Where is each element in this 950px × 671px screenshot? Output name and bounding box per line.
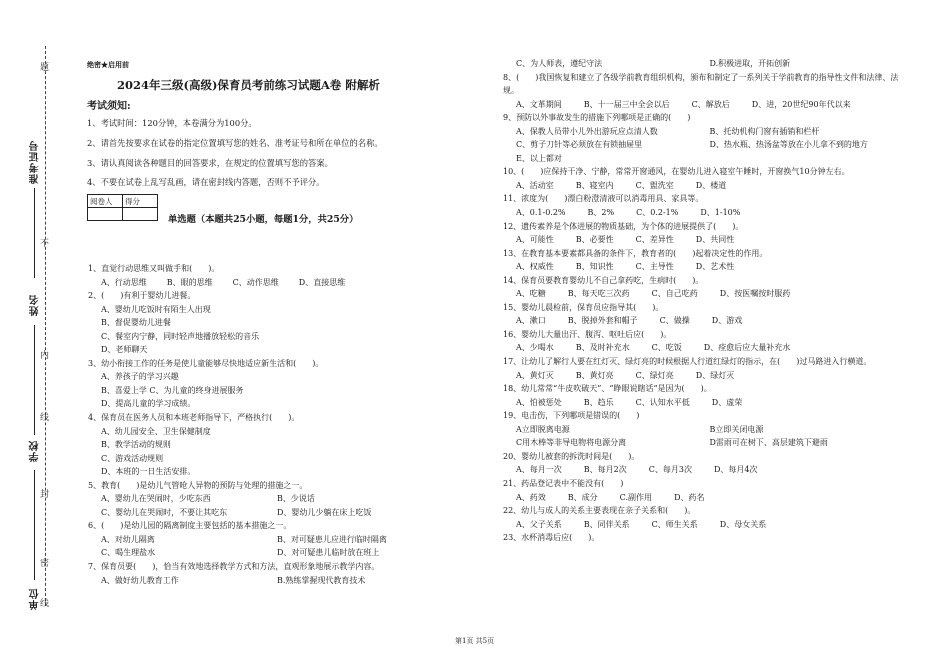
- question-text: 5、教育( )是幼儿气管呛人异物的预防与处理的措施之一。: [88, 480, 308, 490]
- options-group: [503, 57, 903, 71]
- answer-option[interactable]: A、药效: [516, 492, 546, 502]
- section-title: 单选题（本题共25小题，每题1分，共25分）: [168, 214, 359, 225]
- question-text: 19、电击伤，下列哪项是错误的( ): [503, 411, 640, 421]
- school-line: [34, 470, 35, 580]
- options-group: [503, 463, 903, 477]
- answer-option[interactable]: B、2%: [587, 208, 615, 218]
- answer-option[interactable]: C、解放后: [691, 99, 730, 109]
- options-group: [503, 206, 903, 220]
- question-text: 9、预防以外事故发生的措施下列哪项是正确的( ): [503, 113, 691, 123]
- options-group: [503, 287, 903, 301]
- exam-number-line: [34, 188, 35, 278]
- answer-option[interactable]: C、餐室内宁静，同时轻声地播放轻松的音乐: [101, 331, 260, 341]
- answer-option[interactable]: A、活动室: [516, 180, 554, 190]
- question-text: 8、( )我国恢复和建立了各级学前教育组织机构，颁布和制定了一系列关于学前教育的指导性文件和法律、法规。: [503, 72, 899, 96]
- answer-option[interactable]: C、为人师表，遵纪守法: [516, 59, 603, 68]
- answer-option[interactable]: A、文革期间: [516, 99, 562, 109]
- answer-option[interactable]: B、同伴关系: [583, 519, 630, 529]
- answer-option[interactable]: A、权威性: [516, 262, 554, 272]
- answer-option[interactable]: B、督促婴幼儿进餐: [101, 318, 171, 328]
- answer-option[interactable]: B、趋乐: [583, 397, 614, 407]
- question-text: 11、浓度为( )漂白粉澄清液可以消毒用具、家具等。: [503, 194, 704, 204]
- answer-option[interactable]: B、必要性: [575, 235, 614, 245]
- answer-option[interactable]: A、怕被惩处: [516, 397, 562, 407]
- answer-option[interactable]: A、对幼儿隔离: [101, 534, 155, 544]
- answer-option[interactable]: B、眼的思维: [166, 277, 213, 287]
- answer-option[interactable]: B、知识性: [575, 262, 614, 272]
- options-group: [88, 370, 453, 411]
- score-cell[interactable]: [123, 208, 158, 221]
- note-line: 1、考试时间：120分钟，本卷满分为100分。: [87, 118, 257, 128]
- exam-number-label: 准考证号: [30, 140, 41, 184]
- page-title: 2024年三级(高级)保育员考前练习试题A卷 附解析: [117, 78, 380, 92]
- options-group: [503, 423, 903, 450]
- answer-option[interactable]: A、漱口: [516, 316, 546, 326]
- binding-dashed-line: [45, 46, 46, 606]
- name-line: [34, 325, 35, 435]
- answer-option[interactable]: B、少说话: [277, 494, 315, 504]
- options-group: [88, 425, 453, 479]
- note-line: 4、不要在试卷上乱写乱画，请在密封线内答题，否则不予评分。: [87, 177, 325, 187]
- answer-option[interactable]: D、艺术性: [695, 262, 735, 272]
- answer-option[interactable]: D、药名: [674, 492, 705, 502]
- question-text: 12、遗传素养是个体进展的物质基础，为个体的进展提供了( )。: [503, 221, 744, 231]
- question-text: 16、婴幼儿大量出汗、腹泻、呕吐后应( )。: [503, 329, 672, 339]
- answer-option[interactable]: D、共同性: [695, 235, 735, 245]
- answer-option[interactable]: C、绿灯亮: [635, 370, 674, 380]
- answer-option[interactable]: C、主导性: [635, 262, 674, 272]
- page-footer: 第1页 共5页: [455, 637, 495, 645]
- options-group: [88, 303, 453, 357]
- answer-option[interactable]: D、热水瓶、热汤盆等放在小儿拿不到的地方: [709, 140, 868, 150]
- answer-option[interactable]: C、认知水平低: [635, 397, 690, 407]
- answer-option[interactable]: B、喜爱上学 C、为儿童的终身进展服务: [101, 385, 244, 395]
- options-group: [503, 518, 903, 532]
- name-label: 姓名: [30, 294, 41, 316]
- options-group: [88, 492, 453, 519]
- answer-option[interactable]: A、黄灯灭: [516, 370, 554, 380]
- answer-option[interactable]: D、对可疑患儿临时放在班上: [277, 548, 380, 558]
- answer-option[interactable]: B、对可疑患儿应进行临时隔离: [277, 534, 387, 544]
- answer-option[interactable]: C、游戏活动规则: [101, 453, 164, 463]
- options-group: [503, 179, 903, 193]
- question-text: 20、婴幼儿被套的拆洗时间是( )。: [503, 451, 640, 461]
- answer-option[interactable]: D、绿灯灭: [695, 370, 735, 380]
- answer-option[interactable]: C、剪子刀针等必须放在有锁抽屉里: [516, 140, 643, 150]
- question-text: 22、幼儿与成人的关系主要表现在亲子关系和( )。: [503, 506, 696, 516]
- answer-option[interactable]: C.副作用: [619, 492, 653, 502]
- answer-option[interactable]: B立即关闭电源: [709, 424, 764, 434]
- notes-heading: 考试须知:: [87, 101, 131, 112]
- binding-mark: 线: [40, 413, 50, 423]
- unit-label: 单位: [30, 588, 41, 610]
- binding-mark: 封: [40, 490, 50, 500]
- answer-option[interactable]: C、婴幼儿在哭闹时，不要让其吃东: [101, 507, 228, 517]
- answer-option[interactable]: C、师生关系: [651, 519, 698, 529]
- right-question-column: [503, 57, 903, 545]
- answer-option[interactable]: D、虚荣: [711, 397, 743, 407]
- answer-option[interactable]: A、婴幼儿在哭闹时，少吃东西: [101, 494, 211, 504]
- answer-option[interactable]: C、差异性: [635, 235, 674, 245]
- question-text: 21、药品登记表中不能没有( ): [503, 478, 624, 488]
- secret-label: 绝密★启用前: [87, 60, 129, 69]
- options-group: [88, 533, 453, 560]
- answer-option[interactable]: C、做操: [659, 316, 690, 326]
- answer-option[interactable]: C、0.2-1%: [636, 208, 679, 218]
- answer-option[interactable]: A、婴幼儿吃饭时有陌生人出现: [101, 304, 211, 314]
- answer-option[interactable]: B、十一届三中全会以后: [583, 99, 670, 109]
- answer-option[interactable]: C、吃饭: [651, 343, 682, 353]
- answer-option[interactable]: A、每月一次: [516, 465, 562, 475]
- answer-option[interactable]: D、痊愈后应大量补充水: [703, 343, 791, 353]
- answer-option[interactable]: B、成分: [567, 492, 598, 502]
- answer-option[interactable]: A、保教人员带小儿外出游玩应点清人数: [516, 126, 658, 136]
- options-group: [503, 314, 903, 328]
- note-line: 3、请认真阅读各种题目的回答要求，在规定的位置填写您的答案。: [87, 158, 333, 168]
- options-group: [503, 341, 903, 355]
- question-text: 2、( )有利于婴幼儿进餐。: [88, 291, 196, 301]
- answer-option[interactable]: B、每月2次: [583, 465, 627, 475]
- answer-option[interactable]: D、游戏: [711, 316, 743, 326]
- answer-option[interactable]: D、婴幼儿少躺在床上吃饭: [277, 507, 372, 517]
- score-header: 得分: [123, 195, 158, 208]
- answer-option[interactable]: D.积极进取，开拓创新: [709, 59, 791, 68]
- answer-option[interactable]: C用木棒等非导电物将电源分离: [516, 438, 627, 448]
- answer-option[interactable]: D雷雨可在树下、高层建筑下避雨: [709, 438, 828, 448]
- options-group: [503, 233, 903, 247]
- answer-option[interactable]: A、0.1-0.2%: [516, 208, 566, 218]
- answer-option[interactable]: B.熟练掌握现代教育技术: [277, 575, 366, 585]
- answer-option[interactable]: B、黄灯亮: [575, 370, 614, 380]
- answer-option[interactable]: D、直接思维: [298, 277, 346, 287]
- options-group: [503, 260, 903, 274]
- answer-option[interactable]: B、每天吃三次药: [567, 289, 630, 299]
- options-group: [503, 491, 903, 505]
- left-question-column: [88, 262, 453, 587]
- answer-option[interactable]: C、喝生理盐水: [101, 548, 156, 558]
- answer-option[interactable]: A、行动思维: [101, 277, 147, 287]
- answer-option[interactable]: B、寝室内: [575, 180, 614, 190]
- note-line: 2、请首先按要求在试卷的指定位置填写您的姓名、准考证号和所在单位的名称。: [87, 138, 383, 148]
- options-group: [503, 396, 903, 410]
- options-group: [503, 98, 903, 112]
- options-group: [503, 369, 903, 383]
- answer-option[interactable]: D、本班的一日生活安排。: [101, 467, 196, 477]
- answer-option[interactable]: C、动作思维: [232, 277, 279, 287]
- answer-option[interactable]: B、脱掉外套和帽子: [567, 316, 638, 326]
- grader-header: 阅卷人: [88, 195, 123, 208]
- answer-option[interactable]: A、可能性: [516, 235, 554, 245]
- answer-option[interactable]: D、进，20世纪90年代以来: [751, 99, 851, 109]
- binding-mark: 密: [40, 559, 50, 569]
- answer-option[interactable]: E、以上都对: [516, 153, 562, 163]
- question-text: 18、幼儿常常“牛皮吹破天”、“睁眼说瞎话”是因为( )。: [503, 384, 712, 394]
- answer-option[interactable]: A、父子关系: [516, 519, 562, 529]
- answer-option[interactable]: C、自己吃药: [651, 289, 698, 299]
- answer-option[interactable]: D、每月4次: [713, 465, 758, 475]
- answer-option[interactable]: A立即脱离电源: [516, 424, 570, 434]
- binding-mark: 线: [40, 599, 50, 609]
- answer-option[interactable]: A、吃糖: [516, 289, 546, 299]
- question-text: 3、幼小衔接工作的任务是使儿童能够尽快地适应新生活和( )。: [88, 358, 324, 368]
- question-text: 14、保育员要教育婴幼儿不自己拿药吃，生病时( )。: [503, 275, 704, 285]
- answer-option[interactable]: D、提高儿童的学习成绩。: [101, 399, 196, 409]
- options-group: [88, 276, 453, 290]
- answer-option[interactable]: D、按医嘱按时服药: [719, 289, 791, 299]
- answer-option[interactable]: D、1-10%: [700, 208, 741, 218]
- answer-option[interactable]: D、老师聊天: [101, 345, 148, 355]
- answer-option[interactable]: A、少喝水: [516, 343, 554, 353]
- answer-option[interactable]: B、及时补充水: [575, 343, 630, 353]
- answer-option[interactable]: C、每月3次: [648, 465, 692, 475]
- question-text: 17、让幼儿了解行人要在红灯灭、绿灯亮的时候根据人行道红绿灯的指示，在( )过马路进入行横道。: [503, 357, 872, 367]
- answer-option[interactable]: D、楼道: [695, 180, 727, 190]
- question-text: 10、( )应保持干净、宁静，常常开窗通风，在婴幼儿进入寝室午睡时，开窗换气10分钟左右。: [503, 167, 850, 177]
- question-text: 13、在教育基本要素都具备的条件下，教育者的( )起着决定性的作用。: [503, 248, 768, 258]
- binding-mark: 不: [40, 239, 50, 249]
- school-label: 学校: [30, 440, 41, 462]
- options-group: [503, 125, 903, 166]
- score-table: [87, 194, 158, 221]
- question-text: 15、婴幼儿晨检前，保育员应指导其( )。: [503, 302, 664, 312]
- answer-option[interactable]: D、母女关系: [719, 519, 767, 529]
- answer-option[interactable]: B、托幼机构门窗有插销和栏杆: [709, 126, 820, 136]
- answer-option[interactable]: B、教学活动的规则: [101, 440, 171, 450]
- grader-cell[interactable]: [88, 208, 123, 221]
- question-text: 7、保育员要( )，恰当有效地选择教学方式和方法，直观形象地展示教学内容。: [88, 562, 380, 572]
- question-text: 4、保育员在医务人员和本班老师指导下，严格执行( )。: [88, 413, 300, 423]
- answer-option[interactable]: A、幼儿园安全、卫生保健制度: [101, 426, 211, 436]
- question-text: 23、水杯消毒后应( )。: [503, 533, 600, 543]
- answer-option[interactable]: A、做好幼儿教育工作: [101, 575, 179, 585]
- binding-mark: 内: [40, 351, 50, 361]
- binding-mark: 题: [40, 63, 50, 73]
- answer-option[interactable]: C、盥洗室: [635, 180, 674, 190]
- question-text: 6、( )是幼儿园的隔离制度主要包括的基本措施之一。: [88, 521, 292, 531]
- question-text: 1、直觉行动思维又叫做手和( )。: [88, 264, 220, 273]
- answer-option[interactable]: A、养孩子的学习兴趣: [101, 372, 179, 382]
- options-group: [88, 574, 453, 588]
